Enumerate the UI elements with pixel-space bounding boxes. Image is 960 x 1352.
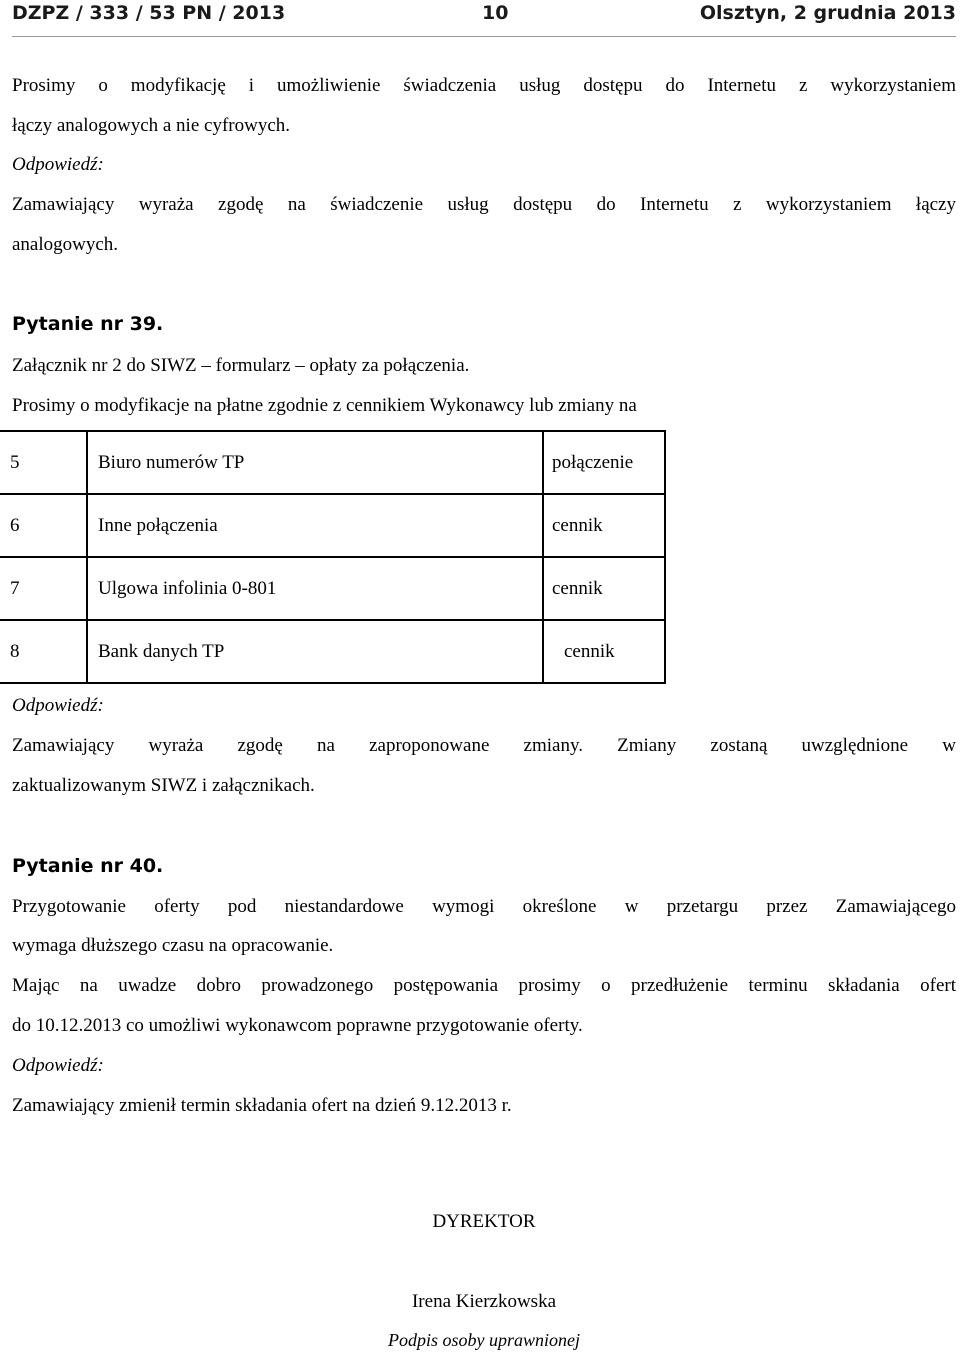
- intro-answer-line-2: analogowych.: [12, 234, 119, 255]
- table-row: [0, 620, 665, 683]
- row-number: 5: [0, 431, 87, 494]
- table-row: [0, 557, 665, 620]
- question-40-line-1: Przygotowanie oferty pod niestandardowe wymogi określone w przetargu przez Zamawiającego: [12, 896, 956, 917]
- intro-question-line-2: łączy analogowych a nie cyfrowych.: [12, 115, 291, 136]
- question-39-title: Pytanie nr 39.: [12, 313, 164, 335]
- question-39-answer-line-1: Zamawiający wyraża zgodę na zaproponowane zmiany. Zmiany zostaną uwzględnione w: [12, 735, 956, 756]
- table-row: [0, 431, 665, 494]
- signature-caption: Podpis osoby uprawnionej: [388, 1330, 580, 1350]
- row-number: 7: [0, 557, 87, 620]
- service-value: cennik: [543, 557, 665, 620]
- document-reference: DZPZ / 333 / 53 PN / 2013: [12, 2, 286, 24]
- question-40-line-4: do 10.12.2013 co umożliwi wykonawcom poprawne przygotowanie oferty.: [12, 1015, 583, 1036]
- signatory-name: Irena Kierzkowska: [411, 1291, 556, 1312]
- question-40-line-3: Mając na uwadze dobro prowadzonego postępowania prosimy o przedłużenie terminu składania ofert: [12, 975, 956, 996]
- question-39-answer-line-2: zaktualizowanym SIWZ i załącznikach.: [12, 775, 315, 796]
- answer-label: Odpowiedź:: [12, 154, 104, 175]
- place-date: Olsztyn, 2 grudnia 2013: [699, 2, 956, 24]
- answer-label: Odpowiedź:: [12, 1055, 104, 1076]
- row-number: 6: [0, 494, 87, 557]
- service-name: Bank danych TP: [87, 620, 543, 683]
- answer-label: Odpowiedź:: [12, 695, 104, 716]
- signature-title: DYREKTOR: [432, 1211, 536, 1232]
- intro-question-line-1: Prosimy o modyfikację i umożliwienie świadczenia usług dostępu do Internetu z wykorzystaniem: [12, 75, 956, 96]
- service-name: Inne połączenia: [87, 494, 543, 557]
- service-value: cennik: [543, 620, 665, 683]
- service-value: połączenie: [543, 431, 665, 494]
- service-name: Ulgowa infolinia 0-801: [87, 557, 543, 620]
- header-divider: [12, 36, 956, 37]
- table-row: [0, 494, 665, 557]
- intro-answer-line-1: Zamawiający wyraża zgodę na świadczenie usług dostępu do Internetu z wykorzystaniem łączy: [12, 194, 956, 215]
- service-name: Biuro numerów TP: [87, 431, 543, 494]
- services-table: [0, 430, 666, 684]
- question-40-title: Pytanie nr 40.: [12, 855, 164, 877]
- row-number: 8: [0, 620, 87, 683]
- question-39-line-1: Załącznik nr 2 do SIWZ – formularz – opłaty za połączenia.: [12, 355, 470, 376]
- service-value: cennik: [543, 494, 665, 557]
- question-40-answer-line-1: Zamawiający zmienił termin składania ofert na dzień 9.12.2013 r.: [12, 1095, 512, 1116]
- question-39-line-2: Prosimy o modyfikacje na płatne zgodnie z cennikiem Wykonawcy lub zmiany na: [12, 395, 637, 416]
- page-header: [12, 0, 956, 34]
- question-40-line-2: wymaga dłuższego czasu na opracowanie.: [12, 935, 334, 956]
- page-number: 10: [482, 2, 509, 24]
